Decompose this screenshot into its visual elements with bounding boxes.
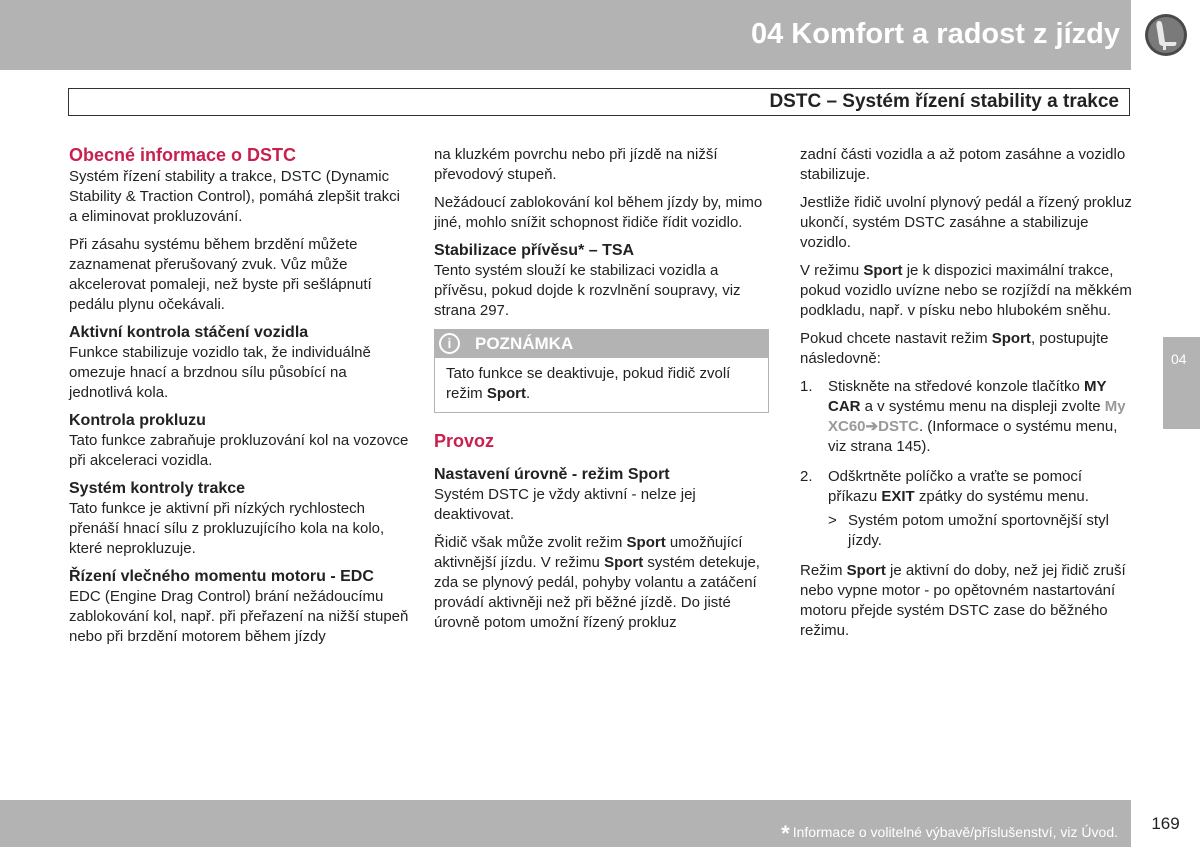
paragraph: Tato funkce je aktivní při nízkých rychlostech přenáší hnací sílu z prokluzujícího kola na kolo, které neprokluzuje. <box>69 500 385 557</box>
note-text: . <box>526 385 531 402</box>
result-marker: > <box>828 512 837 529</box>
step-number: 1. <box>800 378 813 395</box>
heading-aktivni: Aktivní kontrola stáčení vozidla <box>69 324 309 341</box>
text-bold: Sport <box>846 562 886 579</box>
paragraph: Nežádoucí zablokování kol během jízdy by, mimo jiné, mohlo snížit schopnost řidiče řídit vozidlo. <box>434 194 763 231</box>
paragraph <box>800 329 1135 369</box>
text: Řidič však může zvolit režim <box>434 534 627 551</box>
heading-nastaveni: Nastavení úrovně - režim Sport <box>434 466 670 483</box>
paragraph: zadní části vozidla a až potom zasáhne a vozidlo stabilizuje. <box>800 146 1126 183</box>
column-2 <box>434 145 769 641</box>
side-tab-label: 04 <box>1171 351 1187 367</box>
paragraph: Funkce stabilizuje vozidlo tak, že individuálně omezuje hnací a brzdnou sílu působící na jednotlivá kola. <box>69 344 371 401</box>
text-bold: Sport <box>604 554 644 571</box>
text: Stiskněte na středové konzole tlačítko <box>828 378 1084 395</box>
paragraph: Při zásahu systému během brzdění můžete zaznamenat přerušovaný zvuk. Vůz může akcelerovat pomaleji, než byste při sešlápnutí pedálu plynu očekávali. <box>69 236 372 313</box>
text-bold: EXIT <box>881 488 915 505</box>
paragraph <box>434 533 769 633</box>
chapter-icon-box <box>1131 0 1200 70</box>
page-footer <box>0 800 1200 847</box>
note-title: POZNÁMKA <box>475 334 574 353</box>
text: je aktivní do doby, než jej řidič zruší nebo vypne motor - po opětovném nastartování motoru přejde systém DSTC zase do běžného režimu. <box>800 562 1126 639</box>
text: V režimu <box>800 262 864 279</box>
chapter-header <box>0 0 1200 70</box>
list-item <box>800 377 1135 457</box>
text-bold: Sport <box>626 534 666 551</box>
note-text: Tato funkce se deaktivuje, pokud řidič zvolí režim <box>446 365 731 402</box>
paragraph: Systém DSTC je vždy aktivní - nelze jej deaktivovat. <box>434 486 696 523</box>
text: . (Informace o systému menu, viz strana 145). <box>828 418 1118 455</box>
note-header <box>435 330 768 358</box>
heading-tsa: Stabilizace přívěsu* – TSA <box>434 242 635 259</box>
info-icon: i <box>439 333 460 354</box>
step-number: 2. <box>800 468 813 485</box>
chapter-title: 04 Komfort a radost z jízdy <box>750 18 1120 50</box>
text: a v systému menu na displeji zvolte <box>860 398 1105 415</box>
footnote-text: Informace o volitelné výbavě/příslušenství, viz Úvod. <box>792 824 1118 840</box>
footnote <box>781 817 1118 846</box>
paragraph: Tato funkce zabraňuje prokluzování kol na vozovce při akceleraci vozidla. <box>69 432 409 469</box>
paragraph: Tento systém slouží ke stabilizaci vozidla a přívěsu, pokud dojde k rozvlnění soupravy, viz strana 297. <box>434 262 741 319</box>
heading-trakce: Systém kontroly trakce <box>69 480 246 497</box>
menu-path: My XC60 <box>828 398 1126 435</box>
text: Systém potom umožní sportovnější styl jízdy. <box>848 512 1109 549</box>
text: zpátky do systému menu. <box>914 488 1089 505</box>
heading-provoz: Provoz <box>434 431 495 451</box>
section-title-bar <box>68 88 1130 116</box>
asterisk: * <box>781 821 790 846</box>
paragraph <box>800 261 1135 321</box>
steps-list <box>800 377 1135 551</box>
paragraph: Systém řízení stability a trakce, DSTC (Dynamic Stability & Traction Control), pomáhá zlepšit trakci a eliminovat prokluzování. <box>69 168 400 225</box>
section-title: DSTC – Systém řízení stability a trakce <box>769 91 1119 112</box>
text: Pokud chcete nastavit režim <box>800 330 992 347</box>
arrow-right-icon: ➔ <box>865 418 879 435</box>
note-box <box>434 329 769 413</box>
sub-result <box>828 511 1135 551</box>
paragraph <box>800 561 1135 641</box>
list-item <box>800 467 1135 551</box>
page-number-box <box>1131 800 1200 847</box>
seat-icon <box>1143 12 1189 58</box>
text: , postupujte následovně: <box>800 330 1109 367</box>
text-bold: Sport <box>991 330 1031 347</box>
chapter-side-tab <box>1163 337 1200 429</box>
text: Odškrtněte políčko a vraťte se pomocí příkazu <box>828 468 1083 505</box>
paragraph: Jestliže řidič uvolní plynový pedál a řízený prokluz ukončí, systém DSTC zasáhne a stabilizuje vozidlo. <box>800 194 1132 251</box>
column-3 <box>800 145 1135 649</box>
paragraph: EDC (Engine Drag Control) brání nežádoucímu zablokování kol, např. při přeřazení na nižší stupeň nebo při brzdění motorem během jízdy <box>69 588 409 645</box>
column-1 <box>69 145 409 655</box>
text-bold: Sport <box>863 262 903 279</box>
heading-edc: Řízení vlečného momentu motoru - EDC <box>69 568 374 585</box>
page-number: 169 <box>1151 814 1180 833</box>
text: systém detekuje, zda se plynový pedál, pohyby volantu a zatáčení provádí aktivněji než při běžné jízdě. Do jisté úrovně potom umožní řízený prokluz <box>434 554 760 631</box>
menu-path: DSTC <box>878 418 919 435</box>
text: Režim <box>800 562 847 579</box>
note-body <box>435 358 768 412</box>
text-bold: MY CAR <box>828 378 1107 415</box>
text: umožňující aktivnější jízdu. V režimu <box>434 534 743 571</box>
text: je k dispozici maximální trakce, pokud vozidlo uvízne nebo se rozjíždí na měkkém podkladu, např. v písku nebo hlubokém sněhu. <box>800 262 1132 319</box>
heading-prokluz: Kontrola prokluzu <box>69 412 206 429</box>
paragraph: na kluzkém povrchu nebo při jízdě na nižší převodový stupeň. <box>434 146 718 183</box>
heading-obecne: Obecné informace o DSTC <box>69 145 297 165</box>
note-text-bold: Sport <box>486 385 527 402</box>
